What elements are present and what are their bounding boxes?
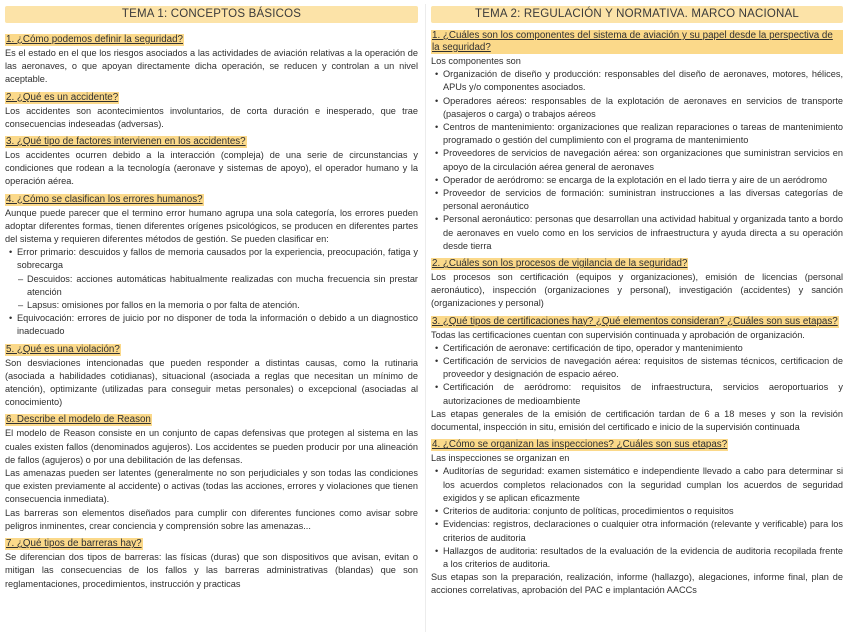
right-answer-3-after: Las etapas generales de la emisión de certificación tardan de 6 a 18 meses y son la revisión documental, inspección in situ, emisión del certificado e inicio de la supervisión continuada — [431, 408, 843, 433]
right-question-2 — [431, 258, 688, 270]
list-item: • Certificación de aeródromo: requisitos de infraestructura, servicios aeroportuarios y autorizaciones de medioambiente — [443, 381, 843, 407]
question-text: 3. ¿Qué tipos de certificaciones hay? ¿Qué elementos consideran? ¿Cuáles son sus etapas? — [432, 315, 838, 327]
list-item: • Proveedores de servicios de navegación aérea: son organizaciones que suministran servicios en apoyo de la circulación aérea general de aeronaves — [443, 147, 843, 173]
list-item: • Criterios de auditoria: conjunto de políticas, procedimientos o requisitos — [443, 505, 843, 518]
error-sublist — [5, 273, 418, 299]
left-answer-1: Es el estado en el que los riesgos asociados a las actividades de aviación relativas a la operación de las aeronaves, o que apoyan directamente dicha operación, se reducen y controlan a un nivel aceptable. — [5, 48, 418, 85]
right-answer-1: Los componentes son — [431, 56, 521, 66]
question-text: 2. ¿Cuáles son los procesos de vigilancia de la seguridad? — [432, 258, 688, 270]
inspections-list — [431, 465, 843, 571]
right-question-4 — [431, 439, 728, 451]
left-answer-4: Aunque puede parecer que el termino error humano agrupa una sola categoría, los errores pueden adoptar diferentes formas, tienen diferentes orígenes psicológicos, se producen en diferentes partes del sistema y requieren diferentes métodos de gestión. Se pueden clasificar en: — [5, 207, 418, 245]
question-text: 1. ¿Cómo podemos definir la seguridad? — [6, 34, 183, 45]
list-item: – Descuidos: acciones automáticas habitualmente realizadas con mucha frecuencia sin prestar atención — [27, 273, 418, 299]
left-answer-6a: El modelo de Reason consiste en un conjunto de capas defensivas que protegen al sistema en las cuales existen fallos (denominados agujeros). Los accidentes se pueden producir por una alineación de fallos (agujeros) o por una debilitación de las defensas. — [5, 428, 418, 465]
column-divider — [425, 4, 426, 632]
list-item: • Auditorías de seguridad: examen sistemático e independiente llevado a cabo para determinar si los acuerdos completos relacionados con la seguridad cumplan los acuerdos de seguridad exigidos y se aplican eficazmente — [443, 465, 843, 505]
list-item: • Proveedor de servicios de formación: suministran instrucciones a las diversas categorías de personal aeronáutico — [443, 187, 843, 213]
error-sublist-2 — [5, 299, 418, 312]
right-answer-3: Todas las certificaciones cuentan con supervisión continuada y aprobación de organización. — [431, 329, 805, 340]
left-question-2 — [5, 92, 119, 104]
question-text: 1. ¿Cuáles son los componentes del sistema de aviación y su papel desde la perspectiva de la seguridad? — [432, 30, 833, 53]
left-title: TEMA 1: CONCEPTOS BÁSICOS — [5, 6, 418, 23]
right-title: TEMA 2: REGULACIÓN Y NORMATIVA. MARCO NACIONAL — [431, 6, 843, 23]
error-list — [5, 246, 418, 272]
list-item: – Lapsus: omisiones por fallos en la memoria o por falta de atención. — [27, 299, 418, 312]
question-text: 4. ¿Cómo se clasifican los errores humanos? — [6, 193, 203, 205]
left-answer-2: Los accidentes son acontecimientos involuntarios, de corta duración e inesperado, que trae consecuencias indeseadas (adversas). — [5, 105, 418, 129]
left-answer-6c: Las barreras son elementos diseñados para cumplir con diferentes funciones como avisar sobre peligros inminentes, crear conciencia y comprensión sobre las amenazas... — [5, 507, 418, 531]
list-item: • Centros de mantenimiento: organizaciones que realizan reparaciones o tareas de mantenimiento programado o gestión del cumplimiento con el programa de mantenimiento — [443, 121, 843, 147]
certifications-list — [431, 342, 843, 408]
right-question-3 — [431, 316, 839, 328]
question-text: 5. ¿Qué es una violación? — [6, 343, 120, 355]
list-item: • Evidencias: registros, declaraciones o cualquier otra información (relevante y verificable) para los criterios de auditoria — [443, 518, 843, 544]
right-column — [428, 0, 848, 636]
left-answer-7: Se diferencian dos tipos de barreras: las físicas (duras) que son dispositivos que avisan, evitan o mitigan las consecuencias de los fallos y las barreras administrativas (blandas) que son reglamentaciones, procedimientos, instrucción y practicas — [5, 552, 418, 589]
list-item: • Equivocación: errores de juicio por no disponer de toda la información o debido a un diagnostico inadecuado — [17, 312, 418, 338]
list-item: • Organización de diseño y producción: responsables del diseño de aeronaves, motores, hélices, APUs y/o componentes asociados. — [443, 68, 843, 94]
question-text: 7. ¿Qué tipos de barreras hay? — [6, 538, 142, 550]
question-text: 3. ¿Qué tipo de factores intervienen en los accidentes? — [6, 136, 246, 148]
left-question-4 — [5, 194, 204, 206]
error-list-2 — [5, 312, 418, 338]
left-question-7 — [5, 538, 143, 550]
left-question-5 — [5, 344, 121, 356]
left-question-1 — [5, 34, 184, 46]
right-answer-4: Las inspecciones se organizan en — [431, 453, 570, 464]
left-answer-5: Son desviaciones intencionadas que pueden responder a distintas causas, como la rutinaria (asociada a habilidades cotidianas), situacional (asociada a reglas que necesitan un mínimo de atención), optimizante (utilizadas para conseguir metas personales) o excepcional (asociadas al conocimiento) — [5, 357, 418, 408]
right-answer-4-after: Sus etapas son la preparación, realización, informe (hallazgo), alegaciones, informe final, plan de acciones correlativas, aprobación del PAC e implantación AACCs — [431, 572, 843, 596]
left-question-3 — [5, 136, 247, 148]
left-answer-6b: Las amenazas pueden ser latentes (generalmente no son perjudiciales y son todas las condiciones que existen previamente al accidente) o activas (todas las acciones, errores y violaciones que tienen consecuencia inmediata). — [5, 468, 418, 505]
left-answer-3: Los accidentes ocurren debido a la interacción (compleja) de una serie de circunstancias y condiciones que rodean a la tecnología (aeronave y sistemas de apoyo), el operador humano y la operación aérea. — [5, 150, 418, 187]
list-item: • Personal aeronáutico: personas que desarrollan una actividad habitual y organizada tanto a bordo de aeronaves en vuelo como en los servicios de infraestructura y ayuda directa a su operación desde tierra — [443, 213, 843, 253]
left-question-6 — [5, 414, 152, 426]
question-text: 4. ¿Cómo se organizan las inspecciones? ¿Cuáles son sus etapas? — [432, 439, 728, 451]
list-item: • Certificación de aeronave: certificación de tipo, operador y mantenimiento — [443, 342, 843, 355]
question-text: 6. Describe el modelo de Reason — [6, 414, 151, 426]
right-question-1 — [431, 30, 843, 54]
list-item: • Certificación de servicios de navegación aérea: requisitos de sistemas técnicos, certificacion de proveedor y designación de espacio aéreo. — [443, 355, 843, 381]
right-answer-2: Los procesos son certificación (equipos y organizaciones), emisión de licencias (personal aeronáutico), inspección (organizaciones y personal), investigación (accidentes) y sanción (organizaciones y personal) — [431, 272, 843, 309]
list-item: • Hallazgos de auditoria: resultados de la evaluación de la evidencia de auditoria recopilada frente a los criterios de auditoria. — [443, 545, 843, 571]
components-list — [431, 68, 843, 253]
list-item: • Error primario: descuidos y fallos de memoria causados por la experiencia, preocupación, fatiga y sobrecarga — [17, 246, 418, 272]
question-text: 2. ¿Qué es un accidente? — [6, 91, 119, 103]
list-item: • Operador de aeródromo: se encarga de la explotación en el lado tierra y aire de un aeródromo — [443, 174, 843, 187]
list-item: • Operadores aéreos: responsables de la explotación de aeronaves en servicios de transporte (pasajeros o carga) o trabajos aéreos — [443, 95, 843, 121]
